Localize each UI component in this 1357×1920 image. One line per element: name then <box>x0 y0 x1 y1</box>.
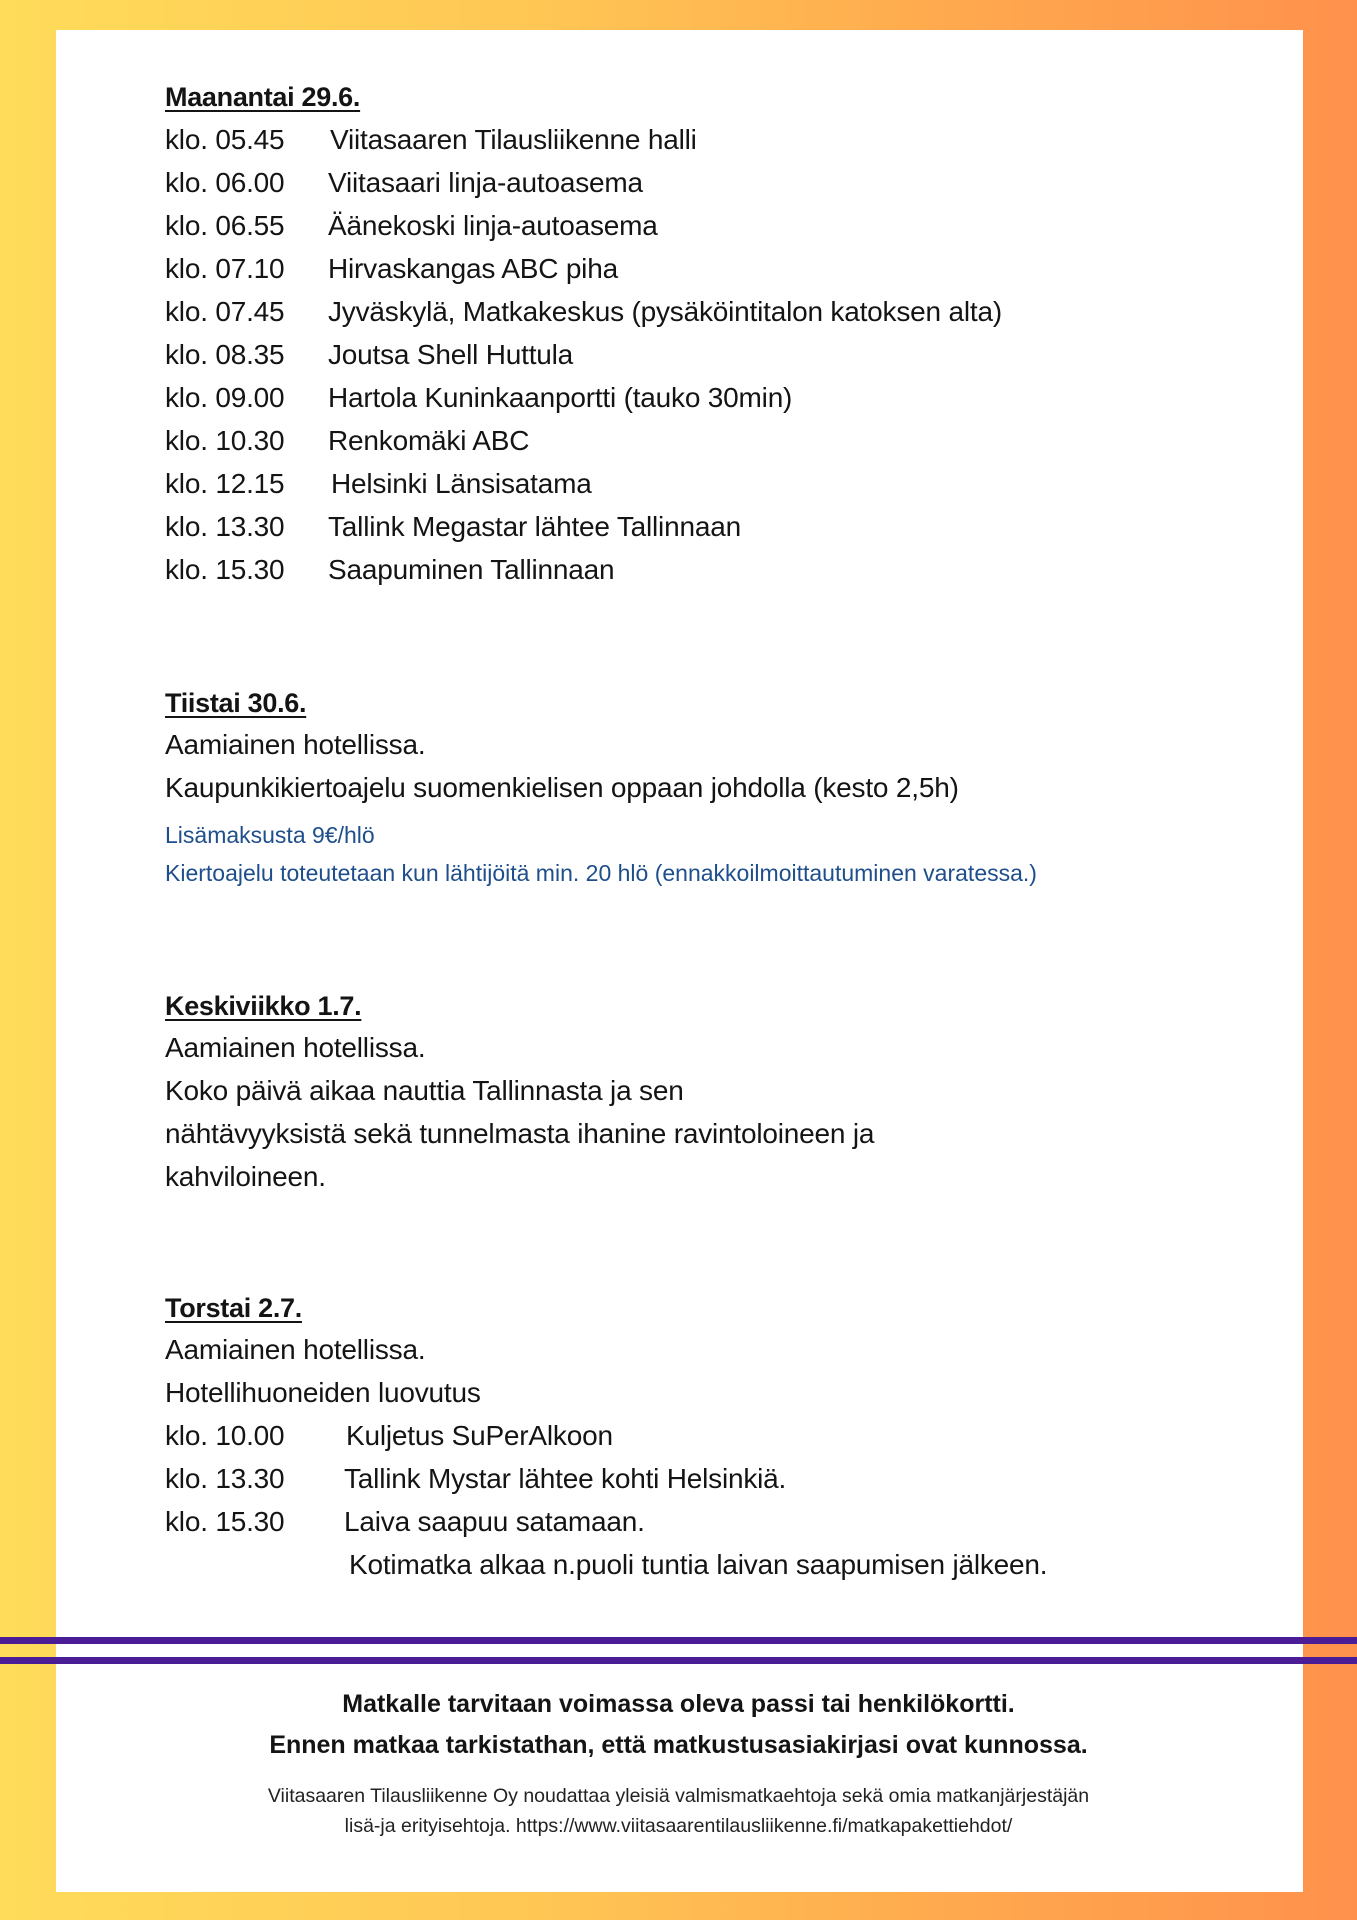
day-heading-wednesday: Keskiviikko 1.7. <box>165 991 362 1021</box>
schedule-time: klo. 15.30 <box>165 1506 285 1537</box>
schedule-time: klo. 15.30 <box>165 554 285 585</box>
schedule-place: Jyväskylä, Matkakeskus (pysäköintitalon katoksen alta) <box>328 296 1002 327</box>
schedule-time: klo. 10.00 <box>165 1420 285 1451</box>
schedule-place: Laiva saapuu satamaan. <box>344 1506 645 1537</box>
schedule-place: Viitasaaren Tilausliikenne halli <box>330 124 697 155</box>
schedule-time: klo. 07.10 <box>165 253 285 284</box>
schedule-place: Helsinki Länsisatama <box>331 468 592 499</box>
divider-stripe <box>0 1657 1357 1664</box>
activity-line: Hotellihuoneiden luovutus <box>165 1377 481 1408</box>
schedule-place: Joutsa Shell Huttula <box>328 339 574 370</box>
schedule-place: Saapuminen Tallinnaan <box>328 554 615 585</box>
schedule-place: Tallink Megastar lähtee Tallinnaan <box>328 511 741 542</box>
schedule-place: Hirvaskangas ABC piha <box>328 253 618 284</box>
activity-line: Kaupunkikiertoajelu suomenkielisen oppaan johdolla (kesto 2,5h) <box>165 772 959 803</box>
day-heading-monday: Maanantai 29.6. <box>165 82 361 112</box>
schedule-place: Viitasaari linja-autoasema <box>328 167 643 198</box>
passport-notice: Matkalle tarvitaan voimassa oleva passi tai henkilökortti. <box>342 1690 1015 1718</box>
schedule-place: Hartola Kuninkaanportti (tauko 30min) <box>328 382 793 413</box>
schedule-time: klo. 06.00 <box>165 167 285 198</box>
activity-line: kahviloineen. <box>165 1161 326 1192</box>
schedule-time: klo. 12.15 <box>165 468 285 499</box>
schedule-place: Kuljetus SuPerAlkoon <box>346 1420 613 1451</box>
extra-fee-note: Lisämaksusta 9€/hlö <box>165 822 375 848</box>
activity-line: Aamiainen hotellissa. <box>165 1032 426 1063</box>
schedule-time: klo. 06.55 <box>165 210 285 241</box>
schedule-time: klo. 05.45 <box>165 124 285 155</box>
terms-text: Viitasaaren Tilausliikenne Oy noudattaa yleisiä valmismatkaehtoja sekä omia matkanjärjestäjän <box>267 1785 1090 1807</box>
schedule-time: klo. 13.30 <box>165 511 285 542</box>
return-trip-note: Kotimatka alkaa n.puoli tuntia laivan saapumisen jälkeen. <box>349 1549 1048 1580</box>
activity-line: Aamiainen hotellissa. <box>165 1334 426 1365</box>
schedule-time: klo. 10.30 <box>165 425 285 456</box>
schedule-time: klo. 13.30 <box>165 1463 285 1494</box>
documents-notice: Ennen matkaa tarkistathan, että matkustusasiakirjasi ovat kunnossa. <box>269 1731 1088 1759</box>
activity-line: nähtävyyksistä sekä tunnelmasta ihanine ravintoloineen ja <box>165 1118 875 1149</box>
minimum-participants-note: Kiertoajelu toteutetaan kun lähtijöitä min. 20 hlö (ennakkoilmoittautuminen varatessa.) <box>165 860 1037 886</box>
schedule-place: Tallink Mystar lähtee kohti Helsinkiä. <box>344 1463 787 1494</box>
schedule-time: klo. 08.35 <box>165 339 285 370</box>
activity-line: Aamiainen hotellissa. <box>165 729 426 760</box>
schedule-place: Renkomäki ABC <box>328 425 530 456</box>
schedule-time: klo. 07.45 <box>165 296 285 327</box>
schedule-place: Äänekoski linja-autoasema <box>328 210 658 241</box>
activity-line: Koko päivä aikaa nauttia Tallinnasta ja sen <box>165 1075 684 1106</box>
schedule-time: klo. 09.00 <box>165 382 285 413</box>
day-heading-thursday: Torstai 2.7. <box>165 1293 302 1323</box>
terms-link-text[interactable]: lisä-ja erityisehtoja. https://www.viitasaarentilausliikenne.fi/matkapakettiehdot/ <box>344 1815 1013 1837</box>
day-heading-tuesday: Tiistai 30.6. <box>165 688 307 718</box>
divider-stripe <box>0 1637 1357 1644</box>
